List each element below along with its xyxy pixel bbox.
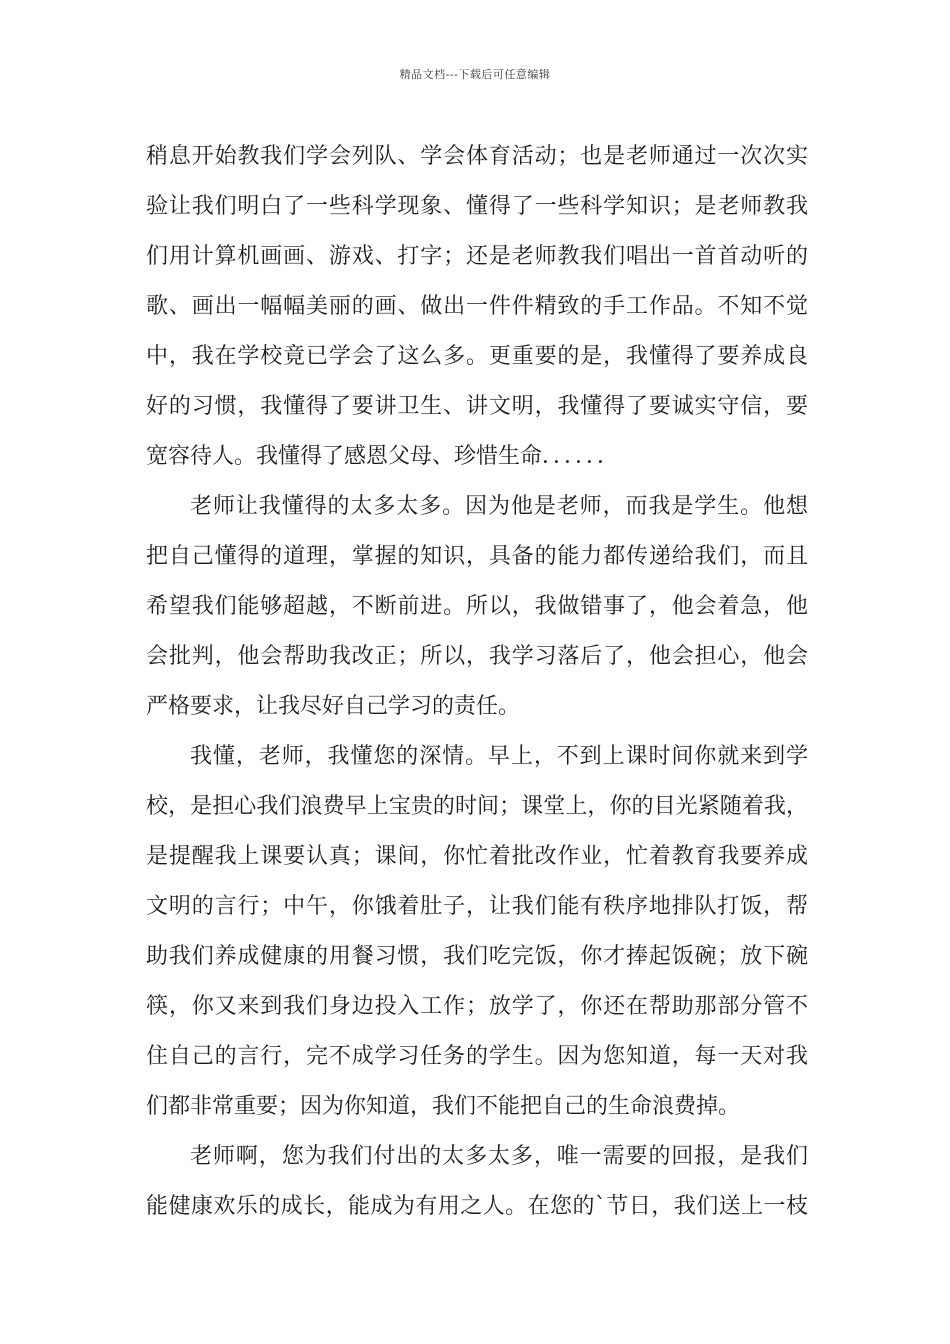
text-line: 严格要求，让我尽好自己学习的责任。	[146, 694, 521, 719]
text-line: 是提醒我上课要认真；课间，你忙着批改作业，忙着教育我要养成	[146, 844, 808, 869]
text-line: 中，我在学校竟已学会了这么多。更重要的是，我懂得了要养成良	[146, 344, 808, 369]
text-line: 老师让我懂得的太多太多。因为他是老师，而我是学生。他想	[190, 494, 808, 519]
text-line: 文明的言行；中午，你饿着肚子，让我们能有秩序地排队打饭，帮	[146, 894, 808, 919]
text-line: 住自己的言行，完不成学习任务的学生。因为您知道，每一天对我	[146, 1044, 808, 1069]
text-line: 校，是担心我们浪费早上宝贵的时间；课堂上，你的目光紧随着我，	[146, 794, 808, 819]
text-line: 希望我们能够超越，不断前进。所以，我做错事了，他会着急，他	[146, 594, 808, 619]
text-line: 老师啊，您为我们付出的太多太多，唯一需要的回报，是我们	[190, 1144, 808, 1169]
text-line: 好的习惯，我懂得了要讲卫生、讲文明，我懂得了要诚实守信，要	[146, 394, 808, 419]
text-line: 们用计算机画画、游戏、打字；还是老师教我们唱出一首首动听的	[146, 244, 808, 269]
page-header: 精品文档---下载后可任意编辑	[399, 68, 551, 81]
text-line: 能健康欢乐的成长，能成为有用之人。在您的`节日，我们送上一枝	[146, 1194, 808, 1219]
text-line: 助我们养成健康的用餐习惯，我们吃完饭，你才捧起饭碗；放下碗	[146, 944, 808, 969]
text-line: 我懂，老师，我懂您的深情。早上，不到上课时间你就来到学	[190, 744, 808, 769]
body-text	[146, 132, 808, 1232]
text-line: 歌、画出一幅幅美丽的画、做出一件件精致的手工作品。不知不觉	[146, 294, 808, 319]
text-line: 把自己懂得的道理，掌握的知识，具备的能力都传递给我们，而且	[146, 544, 808, 569]
text-line: 们都非常重要；因为你知道，我们不能把自己的生命浪费掉。	[146, 1094, 741, 1119]
text-line: 宽容待人。我懂得了感恩父母、珍惜生命．．．．．．	[146, 444, 620, 469]
text-line: 筷，你又来到我们身边投入工作；放学了，你还在帮助那部分管不	[146, 994, 808, 1019]
text-line: 稍息开始教我们学会列队、学会体育活动；也是老师通过一次次实	[146, 144, 808, 169]
text-line: 验让我们明白了一些科学现象、懂得了一些科学知识；是老师教我	[146, 194, 808, 219]
text-line: 会批判，他会帮助我改正；所以，我学习落后了，他会担心，他会	[146, 644, 808, 669]
